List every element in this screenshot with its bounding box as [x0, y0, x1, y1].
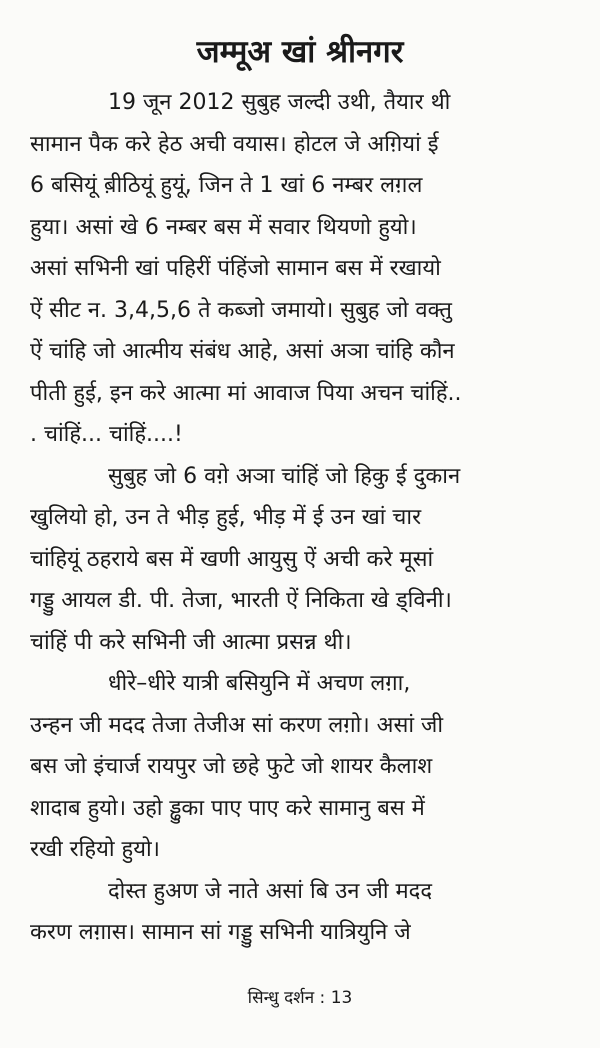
text-line: हुया। असां खे 6 नम्बर बस में सवार थियणो हुयो।: [30, 214, 417, 240]
page-footer: सिन्धु दर्शन : 13: [247, 988, 353, 1008]
text-line: सुबुह जो 6 वग़े अञा चांहिं जो हिकु ई दुकान: [108, 463, 461, 489]
text-line: दोस्त हुअण जे नाते असां बि उन जी मदद: [108, 878, 433, 904]
text-line: खुलियो हो, उन ते भीड़ हुई, भीड़ में ई उन खां चार: [30, 505, 422, 530]
body-text: [30, 82, 570, 954]
text-line: रखी रहियो हुयो।: [30, 837, 160, 862]
text-line: असां सभिनी खां पहिरीं पंहिंजो सामान बस में रखायो: [30, 256, 441, 281]
text-line: 6 बसियूं ब़ीठियूं हुयूं, जिन ते 1 खां 6 नम्बर लग़ल: [30, 173, 423, 198]
text-line: ऐं सीट न. 3,4,5,6 ते कब्जो जमायो। सुबुह जो वक्तु: [30, 297, 452, 323]
text-line: चांहिं पी करे सभिनी जी आत्मा प्रसन्न थी।: [30, 629, 352, 655]
text-line: . चांहिं... चांहिं....!: [30, 422, 183, 447]
text-line: गड्डु आयल डी. पी. तेजा, भारती ऐं निकिता खे ड्विनी।: [30, 588, 452, 613]
text-line: ऐं चांहि जो आत्मीय संबंध आहे, असां अञा चांहि कौन: [30, 339, 455, 364]
text-line: शादाब हुयो। उहो ड्ढुका पाए पाए करे सामानु बस में: [30, 795, 425, 821]
text-line: पीती हुई, इन करे आत्मा मां आवाज पिया अचन चांहिं..: [30, 380, 462, 406]
page-title: जम्मूअ खां श्रीनगर: [196, 34, 404, 70]
text-line: सामान पैक करे हेठ अची वयास। होटल जे अग़ियां ई: [30, 131, 439, 157]
text-line: चांहियूं ठहराये बस में खणी आयुसु ऐं अची करे मूसां: [30, 546, 434, 572]
text-line: करण लग़ास। सामान सां गड्डु सभिनी यात्रियुनि जे: [30, 920, 411, 945]
text-line: उन्हन जी मदद तेजा तेजीअ सां करण लग़ो। असां जी: [30, 712, 444, 738]
text-line: बस जो इंचार्ज रायपुर जो छहे फुटे जो शायर कैलाश: [30, 754, 433, 779]
text-line: 19 जून 2012 सुबुह जल्दी उथी, तैयार थी: [108, 90, 451, 115]
text-line: धीरे–धीरे यात्री बसियुनि में अचण लग़ा,: [108, 671, 411, 696]
